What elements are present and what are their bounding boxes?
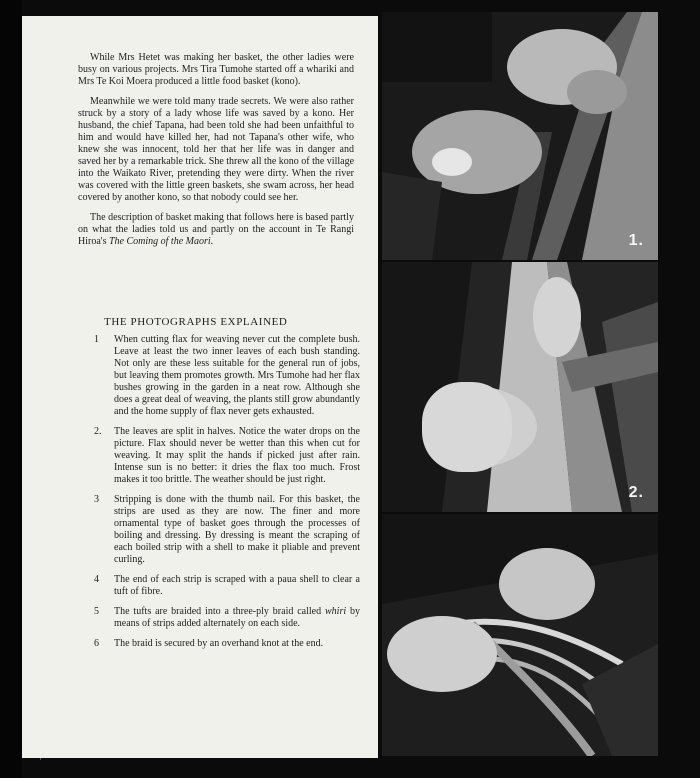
list-item (94, 494, 360, 566)
photo-2-number: 2. (628, 484, 644, 501)
item-text: Stripping is done with the thumb nail. For this basket, the strips are used as they are now. The finer and more ornamental type of basket goes through the processes of boiling and dressing. By dressing is meant the scraping of each boiled strip with a shell to make it pliable and prevent curling. (114, 494, 360, 565)
intro-paragraph-3 (78, 212, 354, 248)
item-text-part: The tufts are braided into a three-ply braid called (114, 606, 325, 617)
scan-edge (0, 0, 22, 778)
item-text-part: by means of strips added alternately on each side. (114, 606, 361, 629)
photo-2-image (382, 262, 658, 512)
item-text: The end of each strip is scraped with a paua shell to clear a tuft of fibre. (114, 574, 360, 597)
photo-3 (382, 514, 658, 756)
book-title: The Coming of the Maori (108, 236, 211, 247)
item-number: 6 (94, 638, 99, 649)
list-item (94, 426, 360, 486)
item-number: 5 (94, 606, 99, 617)
intro-paragraph-3-text: The description of basket making that follows here is based partly on what the ladies told us and partly on the account in Te Rangi Hiroa's (78, 212, 354, 247)
intro-paragraph-1: While Mrs Hetet was making her basket, the other ladies were busy on various projects. Mrs Tira Tumohe started off a whariki and Mrs Te Koi Moera produced a little food basket (kono). (78, 52, 354, 87)
list-item (94, 638, 360, 650)
list-item (94, 606, 360, 630)
item-number: 2. (94, 426, 102, 437)
item-number: 3 (94, 494, 99, 505)
list-item (94, 574, 360, 598)
maori-term: whiri (325, 606, 347, 617)
text-page (22, 16, 378, 758)
list-item (94, 334, 360, 418)
photo-2 (382, 262, 658, 512)
photo-explanations-list (94, 334, 360, 658)
intro-paragraph-3-end: . (210, 236, 214, 247)
intro-section (78, 52, 354, 256)
item-number: 1 (94, 334, 99, 345)
item-text: The braid is secured by an overhand knot at the end. (114, 638, 324, 649)
photo-1 (382, 12, 658, 260)
section-heading: THE PHOTOGRAPHS EXPLAINED (104, 316, 288, 328)
photo-1-image (382, 12, 658, 260)
item-text: When cutting flax for weaving never cut the complete bush. Leave at least the two inner leaves of each bush standing. Not only are these less suitable for the general run of jobs, but leaving them promotes growth. Mrs Tumohe had her flax bushes growing in the garden in a neat row. Although she does a great deal of weaving, the plants still grow abundantly and the home supply of flax never gets exhausted. (114, 334, 360, 417)
photo-3-image (382, 514, 658, 756)
item-number: 4 (94, 574, 99, 585)
intro-paragraph-2: Meanwhile we were told many trade secrets. We were also rather struck by a story of a lady whose life was saved by a kono. Her husband, the chief Tapana, had been told she had been unfaithful to him and would have killed her, had not Tapana's other wife, who knew she was innocent, told her that her life was in danger and saved her by a remarkable trick. She threw all the kono of the village into the Waikato River, pretending they were dirty. When the river was covered with the little green baskets, she swam across, her head covered by another kono, so that nobody could see her. (78, 96, 355, 203)
item-text (114, 606, 360, 630)
photo-1-number: 1. (628, 232, 644, 249)
item-text: The leaves are split in halves. Notice the water drops on the picture. Flax should never be wetter than this when cut for weaving. It may split the hands if picked just after rain. Intense sun is no better: it dries the flax too much. Frost makes it too brittle. The weather should be just right. (114, 426, 360, 485)
